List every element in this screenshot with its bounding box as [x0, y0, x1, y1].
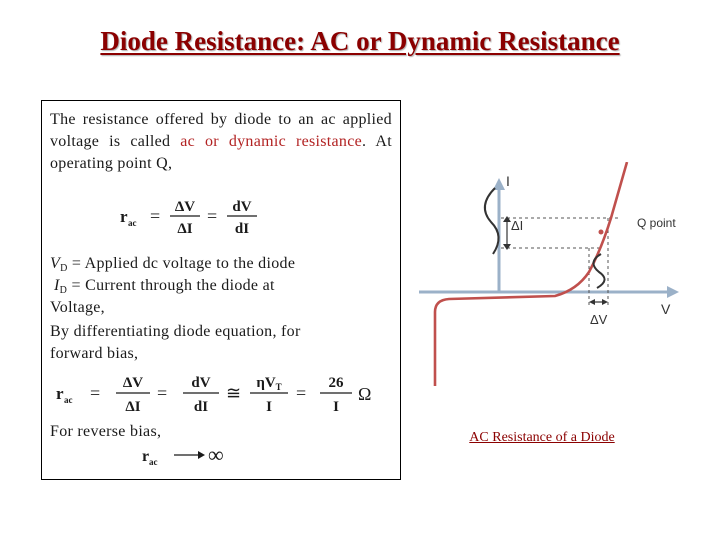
reverse-bias-text: For reverse bias,	[50, 423, 162, 440]
eq2-approx: ≅	[226, 383, 242, 403]
i-axis-label: I	[506, 173, 510, 189]
vd-subscript: D	[60, 263, 68, 274]
eq3-infinity: ∞	[208, 443, 224, 467]
slide-title: Diode Resistance: AC or Dynamic Resistance	[100, 26, 620, 56]
eq2-den4: I	[333, 399, 339, 415]
eq2-den2: dI	[193, 399, 209, 415]
vd-text: = Applied dc voltage to the diode	[67, 255, 296, 272]
eq2-num1: ΔV	[122, 375, 144, 391]
eq1-lhs-sub: ac	[128, 218, 137, 228]
eq2-lhs-sub: ac	[64, 395, 73, 405]
content-box	[41, 100, 401, 480]
intro-highlight: ac or dynamic resistance	[180, 133, 363, 150]
v-axis-label: V	[661, 301, 671, 317]
delta-i-label: ΔI	[511, 218, 524, 233]
eq2-num2: dV	[191, 375, 211, 391]
differentiating-line-1: By differentiating diode equation, for	[50, 323, 301, 340]
eq2-equals-2: =	[157, 383, 168, 403]
graph-background	[405, 162, 701, 388]
eq2-lhs: r	[56, 384, 64, 403]
eq1-den1: ΔI	[177, 221, 193, 237]
eq1-equals-2: =	[207, 206, 218, 226]
intro-paragraph	[50, 109, 392, 175]
id-symbol: I	[54, 277, 60, 294]
eq1-lhs: r	[120, 207, 128, 226]
q-point-label: Q point	[637, 216, 676, 230]
eq1-num1: ΔV	[174, 199, 196, 215]
eq3-arrow-head	[198, 451, 205, 459]
equation-rac-reverse	[142, 443, 252, 471]
eq1-num2: dV	[232, 199, 252, 215]
eq1-den2: dI	[234, 221, 250, 237]
eq2-num3: $\eta V_T$	[256, 375, 282, 392]
diode-characteristic-graph	[405, 162, 701, 388]
equation-rac-dynamic	[120, 195, 300, 237]
id-definition-cont: Voltage,	[50, 299, 105, 316]
eq2-num4: 26	[328, 375, 344, 391]
vd-symbol: V	[50, 255, 61, 272]
eq2-equals-1: =	[90, 383, 101, 403]
eq3-lhs-sub: ac	[149, 457, 158, 467]
eq3-lhs: r	[142, 448, 150, 465]
id-text: = Current through the diode at	[67, 277, 275, 294]
differentiating-line-2: forward bias,	[50, 345, 139, 362]
equation-rac-forward	[56, 371, 396, 415]
q-point-marker	[599, 230, 604, 235]
graph-caption: AC Resistance of a Diode	[469, 430, 615, 445]
delta-v-label: ΔV	[590, 312, 608, 327]
eq2-den3: I	[266, 399, 272, 415]
eq2-equals-3: =	[296, 383, 307, 403]
eq1-equals-1: =	[150, 206, 161, 226]
intro-text-end: . At operating point Q,	[50, 133, 392, 172]
eq2-den1: ΔI	[125, 399, 141, 415]
eq2-unit: Ω	[358, 384, 372, 404]
id-subscript: D	[59, 285, 68, 296]
intro-text-start: The resistance offered by diode to an ac applied voltage is called	[50, 111, 392, 150]
